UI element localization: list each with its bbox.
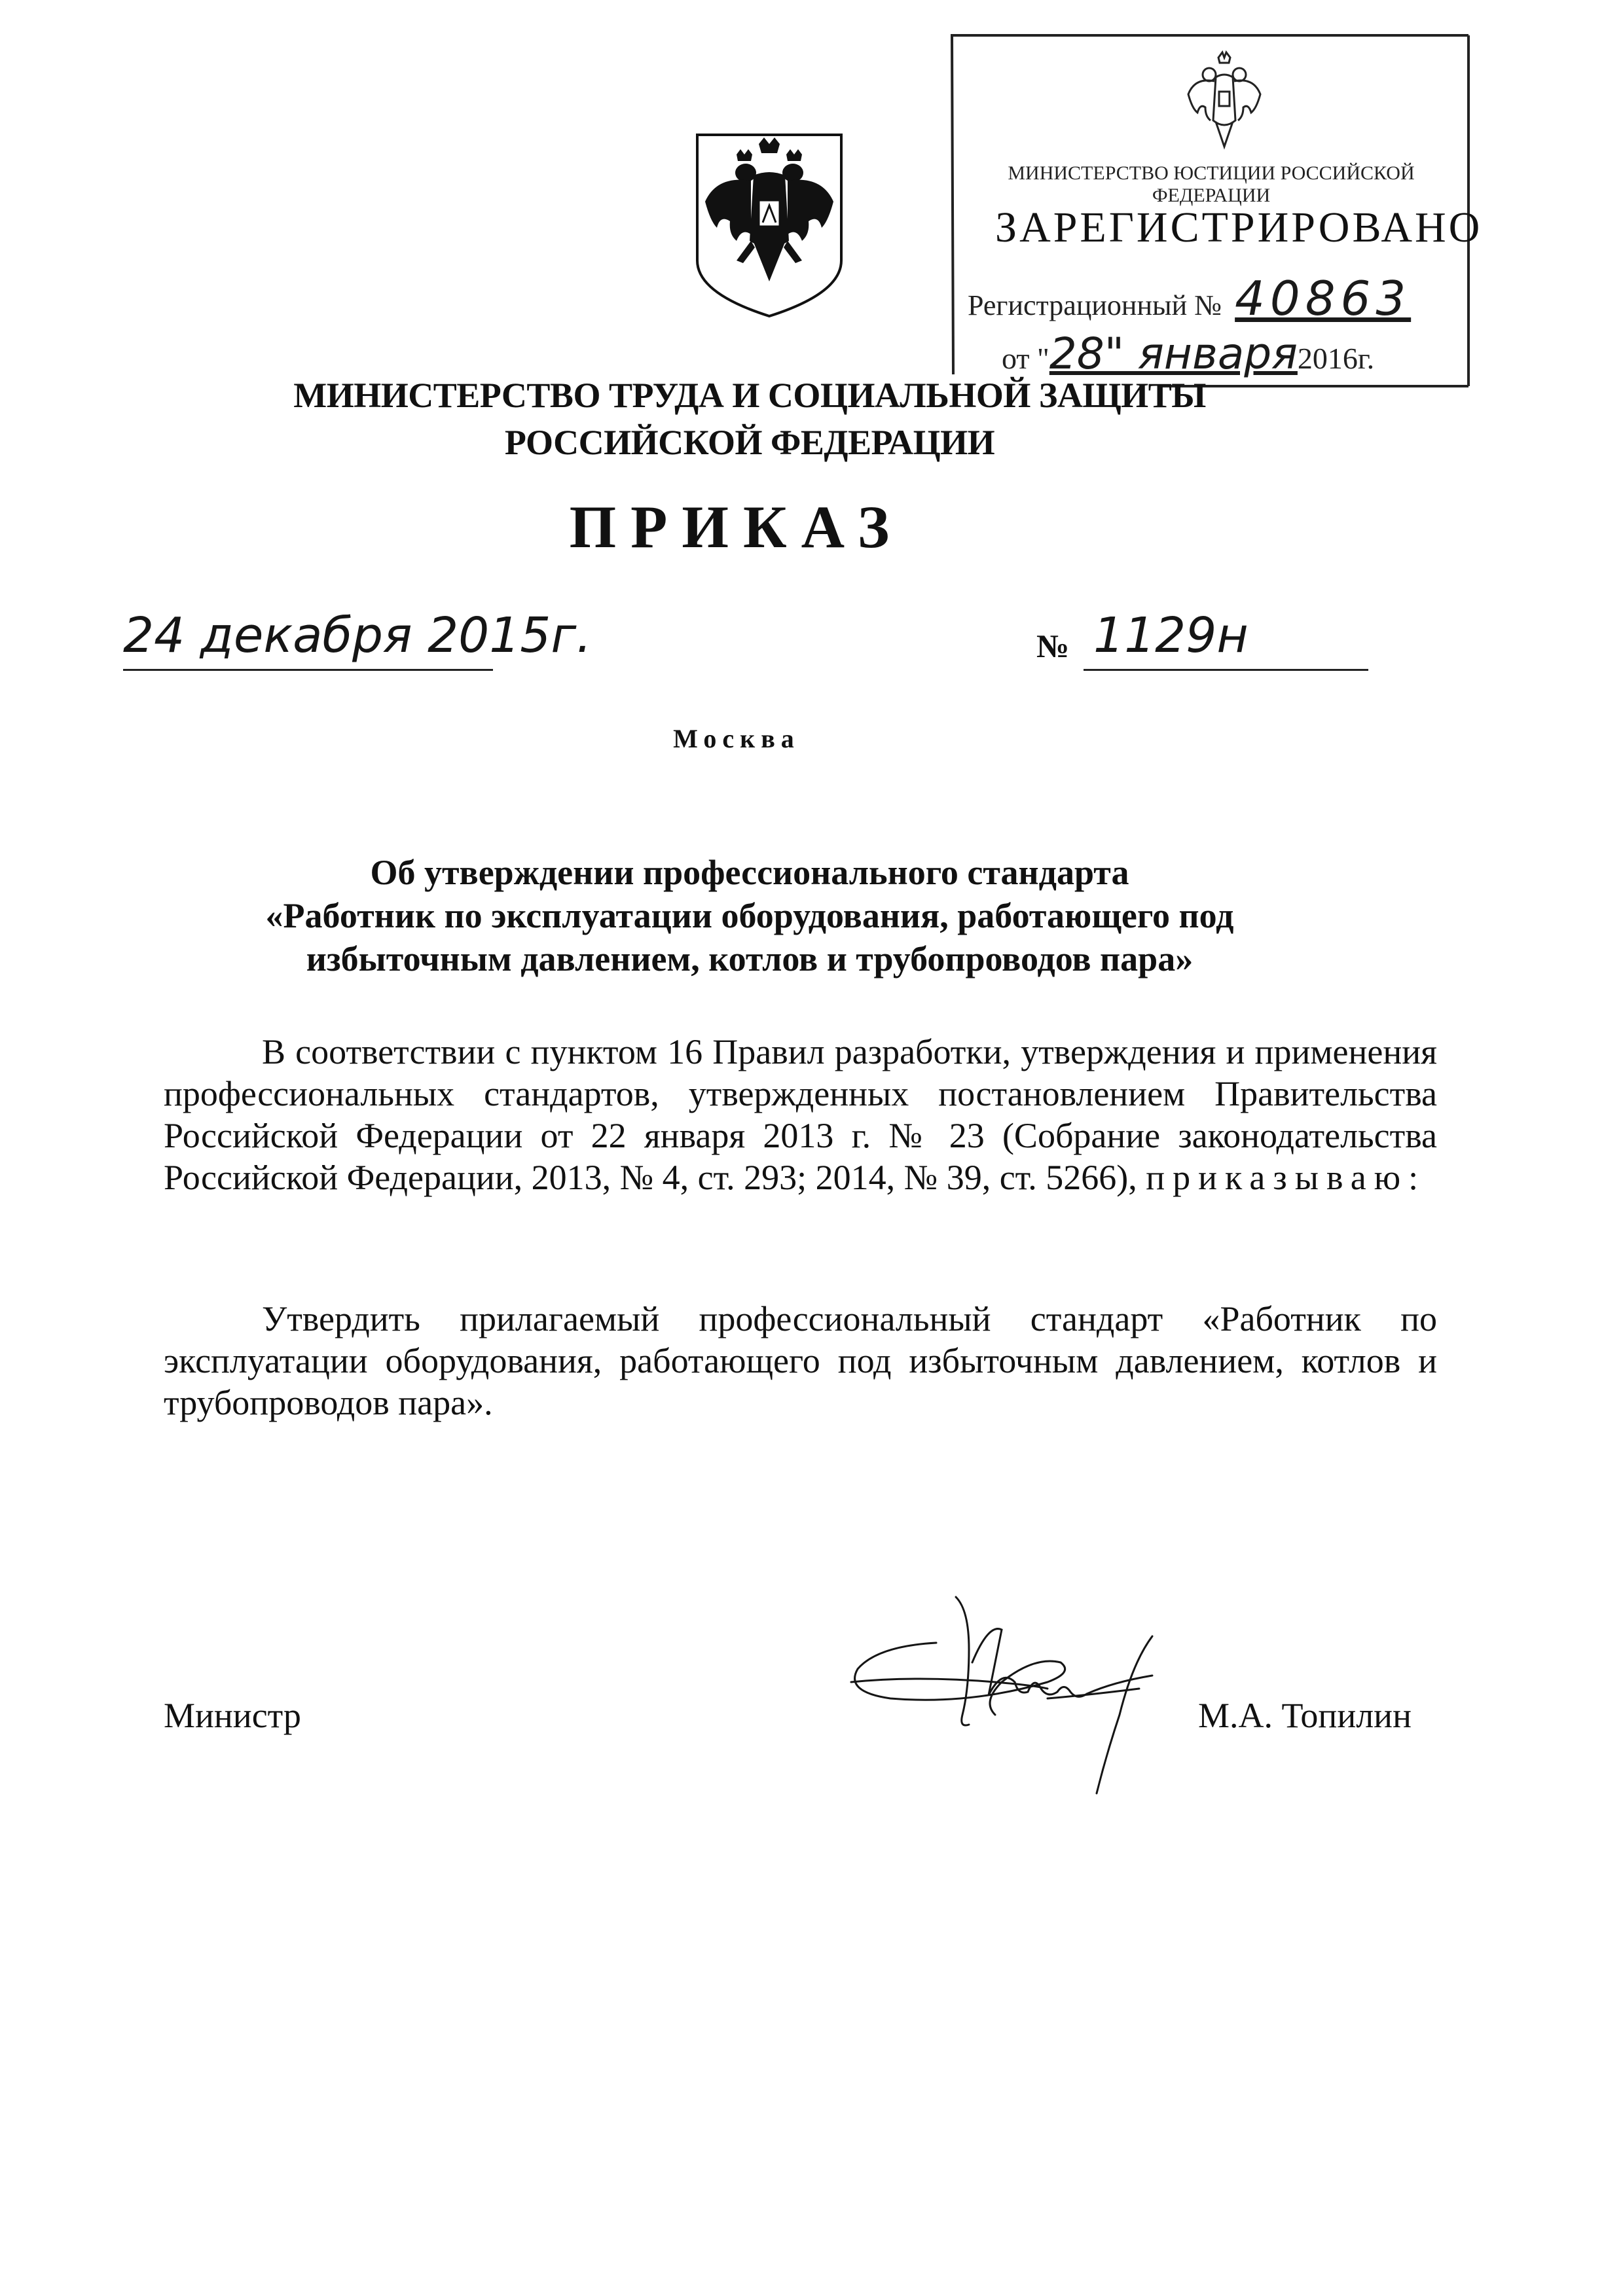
ministry-header <box>196 372 1303 466</box>
stamp-reg-number: 40863 <box>1235 271 1412 326</box>
city: Москва <box>673 724 800 753</box>
order-date: 24 декабря 2015г. <box>123 602 493 671</box>
resolution-paragraph: Утвердить прилагаемый профессиональный стандарт «Работник по эксплуатации оборудования, работающего под избыточным давлением, котлов и трубопроводов пара». <box>164 1299 1437 1422</box>
stamp-date-year: 2016г. <box>1297 342 1375 375</box>
stamp-coat-of-arms-icon <box>1182 48 1267 156</box>
order-title: ПРИКАЗ <box>569 493 904 560</box>
subject-line-1: Об утверждении профессионального стандарта <box>370 853 1129 892</box>
order-subject <box>164 851 1336 980</box>
order-number: 1129н <box>1084 602 1368 671</box>
ministry-line-2: РОССИЙСКОЙ ФЕДЕРАЦИИ <box>504 423 995 462</box>
stamp-date-prefix: от " <box>1002 342 1049 375</box>
stamp-date-handwritten: 28" января <box>1049 329 1298 379</box>
registration-stamp <box>949 34 1483 387</box>
stamp-ministry-name: МИНИСТЕРСТВО ЮСТИЦИИ РОССИЙСКОЙ ФЕДЕРАЦИИ <box>1008 162 1415 206</box>
ministry-line-1: МИНИСТЕРСТВО ТРУДА И СОЦИАЛЬНОЙ ЗАЩИТЫ <box>293 376 1206 415</box>
subject-line-3: избыточным давлением, котлов и трубопроводов пара» <box>306 939 1194 978</box>
stamp-registration-number <box>968 271 1411 326</box>
preamble-text: В соответствии с пунктом 16 Правил разработки, утверждения и применения профессиональных стандартов, утвержденных постановлением Правительства Российской Федерации от 22 января 2013 г. № 23 (Собрание законодательства Российской Федерации, 2013, № 4, ст. 293; 2014, № 39, ст. 5266), <box>164 1032 1437 1197</box>
handwritten-signature <box>838 1584 1205 1806</box>
subject-line-2: «Работник по эксплуатации оборудования, работающего под <box>265 896 1234 935</box>
stamp-registered-label: ЗАРЕГИСТРИРОВАНО <box>995 204 1483 251</box>
stamp-reg-label: Регистрационный № <box>968 289 1222 321</box>
preamble-paragraph <box>164 1031 1437 1198</box>
signatory-name: М.А. Топилин <box>1198 1696 1412 1735</box>
order-word: приказываю: <box>1146 1158 1427 1197</box>
signatory-position: Министр <box>164 1696 301 1735</box>
coat-of-arms-icon <box>691 130 848 319</box>
order-number-label: № <box>1036 628 1070 664</box>
